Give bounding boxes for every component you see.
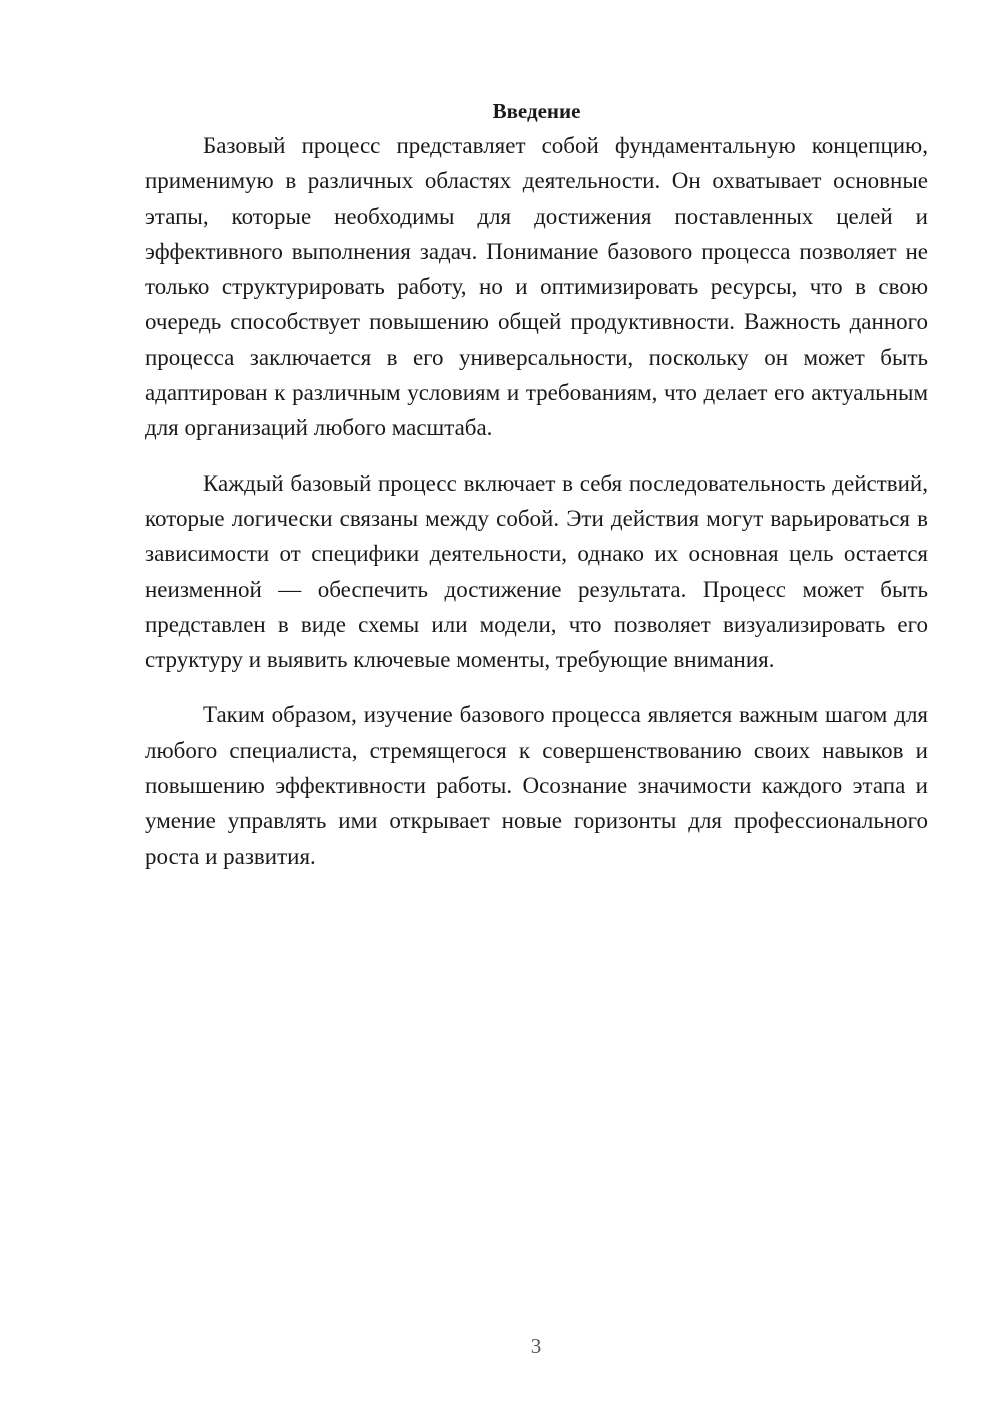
paragraph-3: Таким образом, изучение базового процесса является важным шагом для любого специалиста, стремящегося к совершенствованию своих навыков и повышению эффективности работы. Осознание значимости каждого этапа и умение управлять ими открывает новые горизонты для профессионального роста и развития. (145, 702, 928, 869)
document-page (145, 96, 928, 894)
page-number: 3 (530, 1334, 542, 1358)
paragraph-1: Базовый процесс представляет собой фундаментальную концепцию, применимую в различных областях деятельности. Он охватывает основные этапы, которые необходимы для достижения поставленных целей и эффективного выполнения задач. Понимание базового процесса позволяет не только структурировать работу, но и оптимизировать ресурсы, что в свою очередь способствует повышению общей продуктивности. Важность данного процесса заключается в его универсальности, поскольку он может быть адаптирован к различным условиям и требованиям, что делает его актуальным для организаций любого масштаба. (145, 133, 928, 441)
page-title: Введение (492, 99, 581, 123)
paragraph-2: Каждый базовый процесс включает в себя последовательность действий, которые логически связаны между собой. Эти действия могут варьироваться в зависимости от специфики деятельности, однако их основная цель остается неизменной — обеспечить достижение результата. Процесс может быть представлен в виде схемы или модели, что позволяет визуализировать его структуру и выявить ключевые моменты, требующие внимания. (145, 470, 928, 673)
